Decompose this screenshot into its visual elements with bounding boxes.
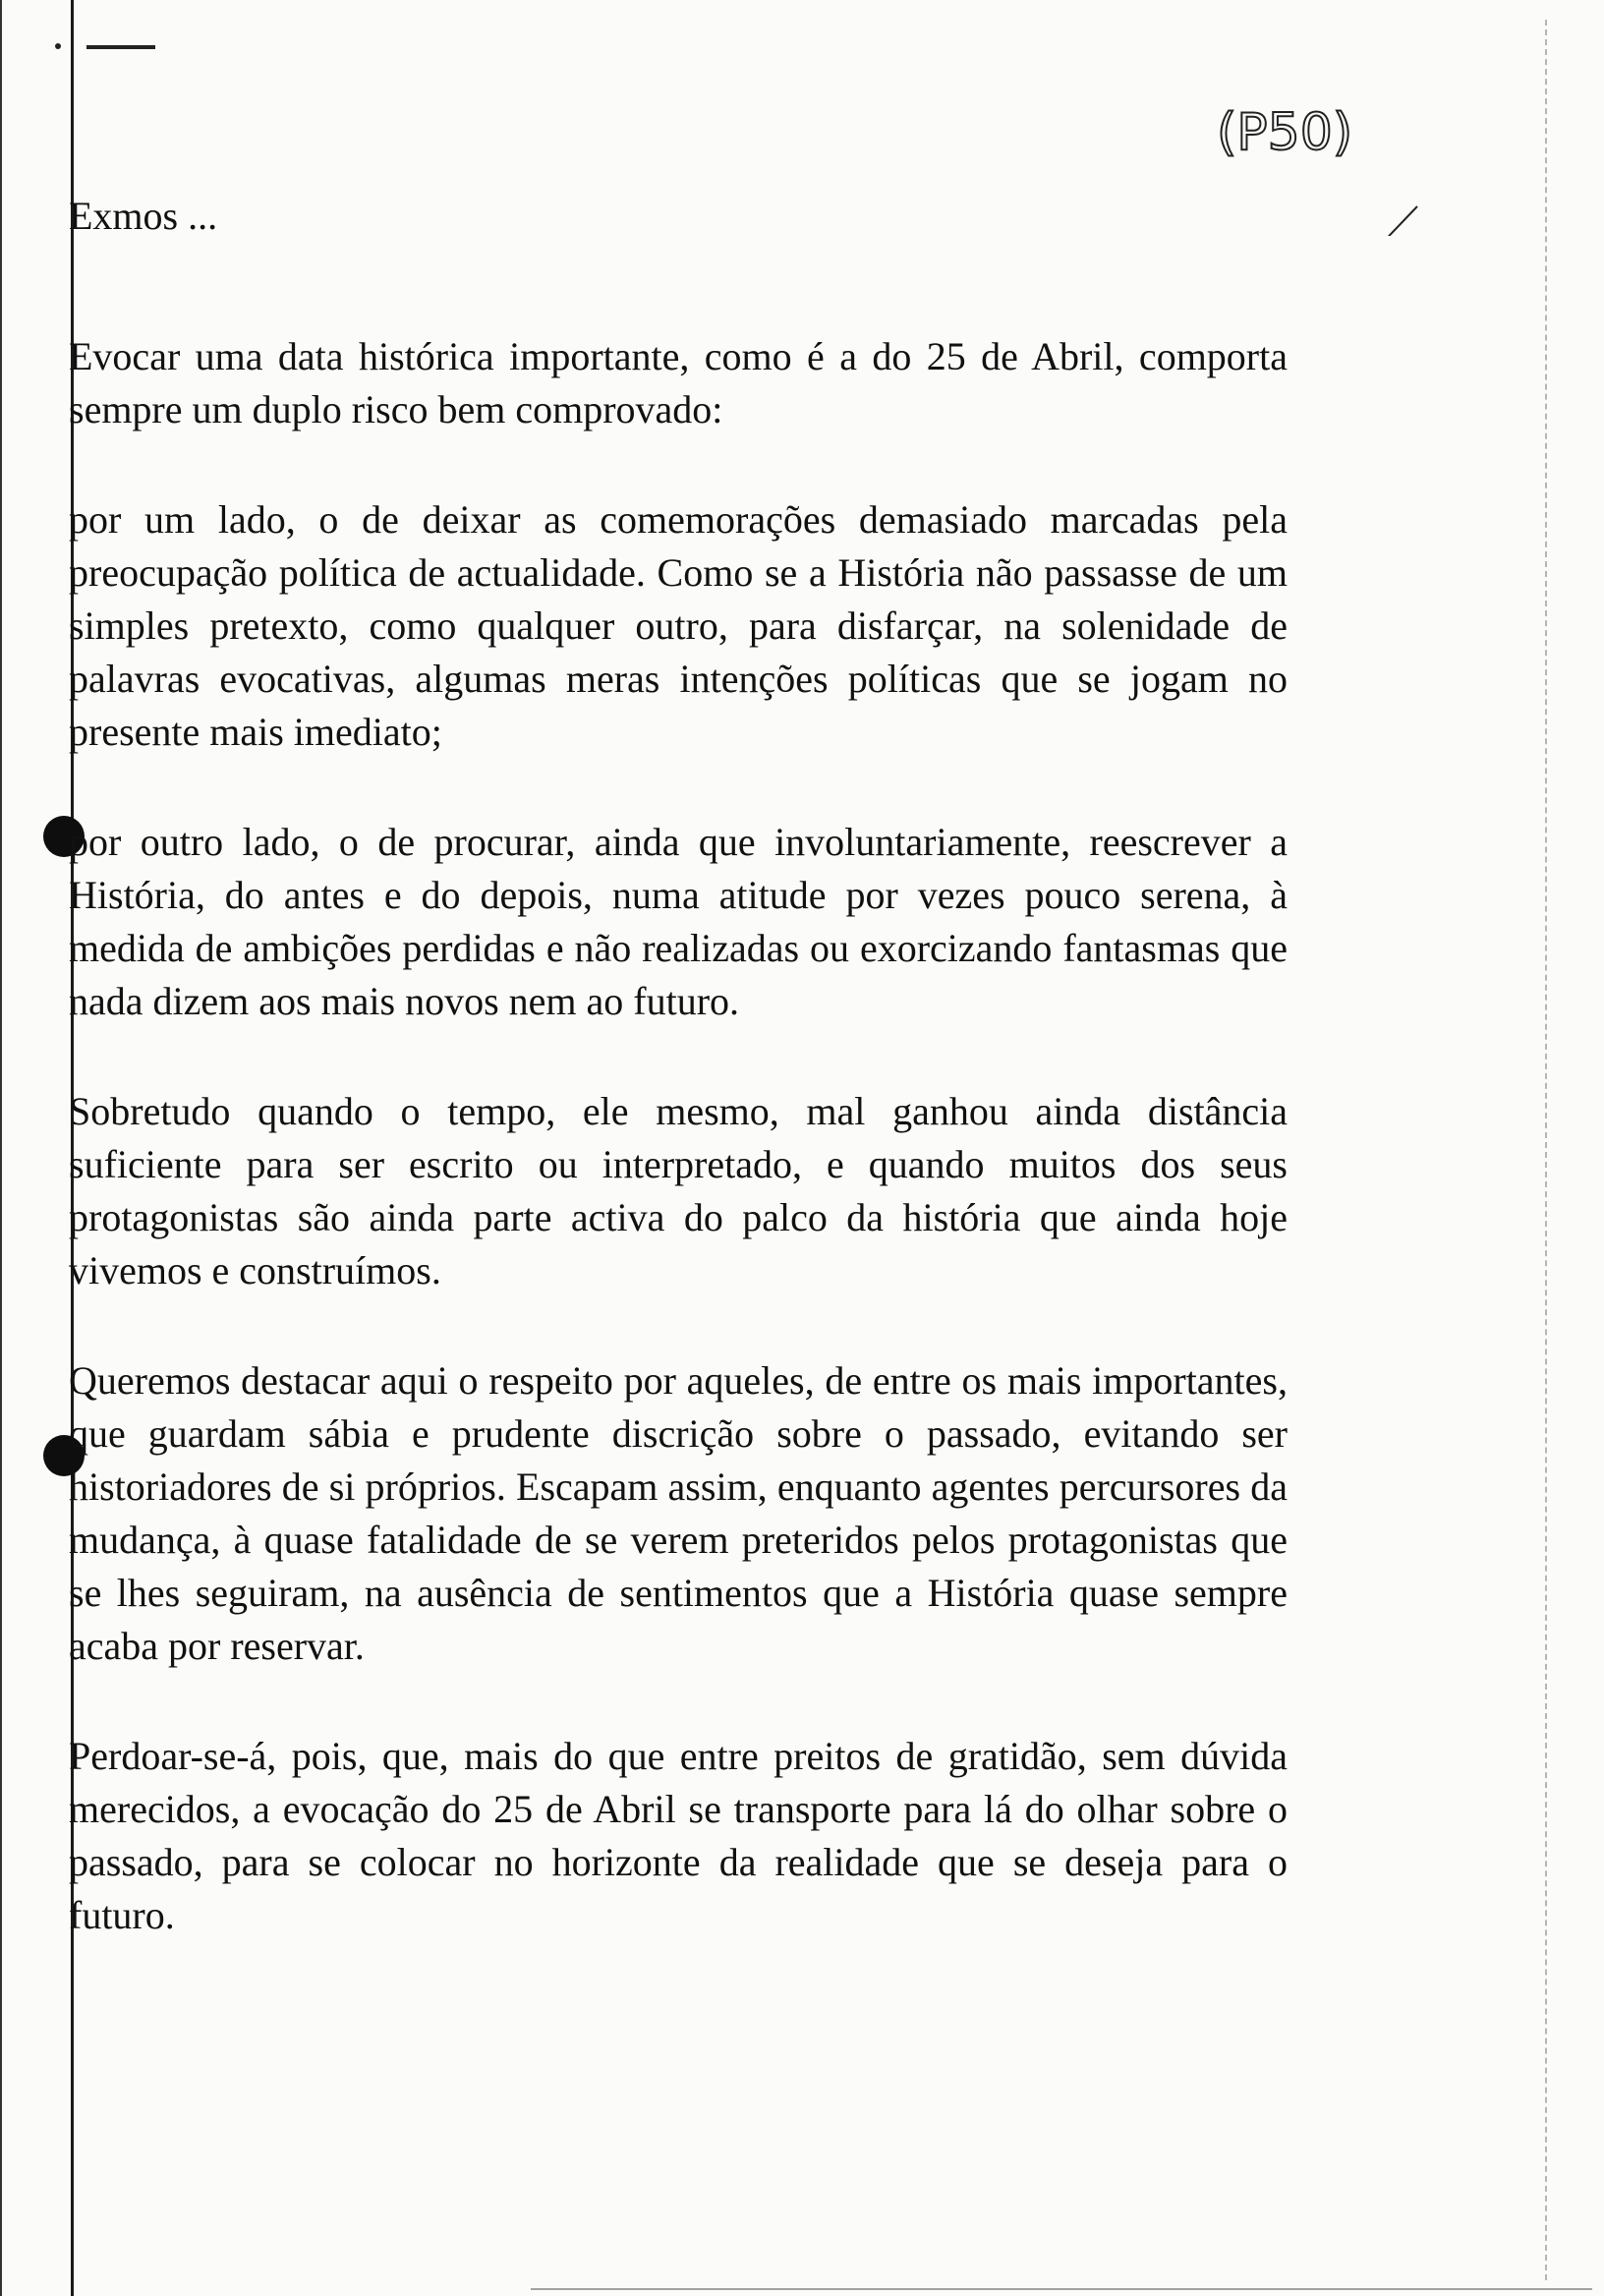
paragraph: Perdoar-se-á, pois, que, mais do que entre preitos de gratidão, sem dúvida merecidos, a evocação do 25 de Abril se transporte para lá do olhar sobre o passado, para se colocar no horizonte da realidade que se deseja para o futuro. [69, 1734, 1288, 1937]
stamp-text: (P50) [1217, 103, 1353, 162]
paragraph: Sobretudo quando o tempo, ele mesmo, mal ganhou ainda distância suficiente para ser escrito ou interpretado, e quando muitos dos seus protagonistas são ainda parte activa do palco da história que ainda hoje vivemos e construímos. [69, 1089, 1288, 1292]
paragraph: Evocar uma data histórica importante, como é a do 25 de Abril, comporta sempre um duplo risco bem comprovado: [69, 334, 1288, 431]
paragraph: Queremos destacar aqui o respeito por aqueles, de entre os mais importantes, que guardam sábia e prudente discrição sobre o passado, evitando ser historiadores de si próprios. Escapam assim, enquanto agentes percursores da mudança, à quase fatalidade de se verem preteridos pelos protagonistas que se lhes seguiram, na ausência de sentimentos que a História quase sempre acaba por reservar. [69, 1358, 1288, 1668]
scan-dot-mark [55, 43, 61, 49]
letter-body [69, 187, 1288, 1999]
scan-top-mark [86, 45, 155, 49]
scan-bottom-artifact [531, 2288, 1592, 2290]
paragraph: por outro lado, o de procurar, ainda que involuntariamente, reescrever a História, do antes e do depois, numa atitude por vezes pouco serena, à medida de ambições perdidas e não realizadas ou exorcizando fantasmas que nada dizem aos mais novos nem ao futuro. [69, 820, 1288, 1023]
salutation: Exmos ... [69, 194, 218, 238]
paragraph: por um lado, o de deixar as comemorações demasiado marcadas pela preocupação política de actualidade. Como se a História não passasse de um simples pretexto, como qualquer outro, para disfarçar, na solenidade de palavras evocativas, algumas meras intenções políticas que se jogam no presente mais imediato; [69, 497, 1288, 754]
scan-left-edge [0, 0, 2, 2296]
scan-right-artifact [1545, 20, 1547, 2280]
